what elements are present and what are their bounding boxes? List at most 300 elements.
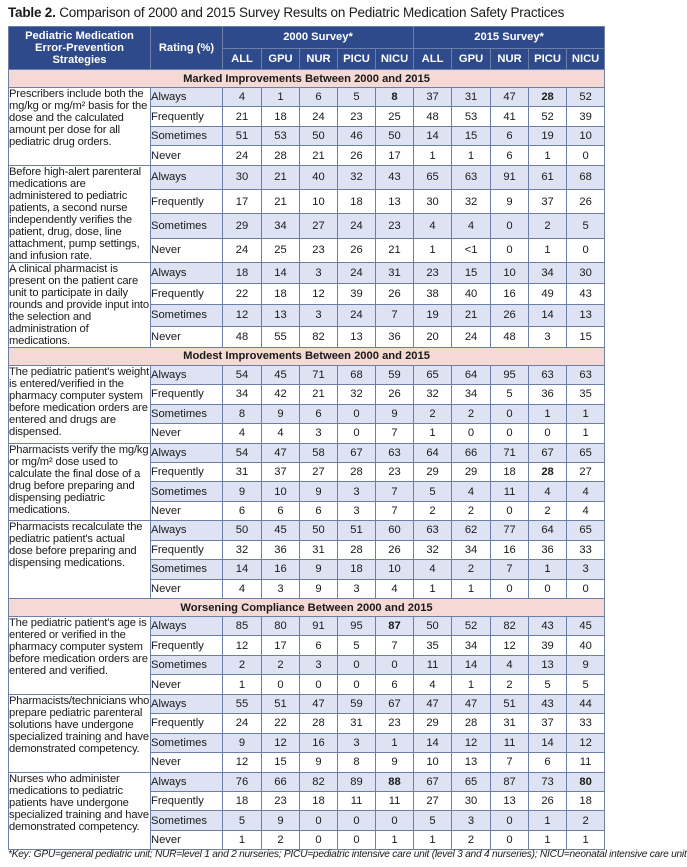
value-2015-gpu: 12 [452,733,491,752]
value-2000-nur: 58 [300,443,338,462]
value-2000-nur: 47 [300,694,338,713]
value-2015-nicu: 3 [567,560,605,579]
value-2000-nicu: 23 [376,462,414,481]
value-2000-all: 18 [223,791,262,810]
value-2015-nicu: 13 [567,305,605,326]
value-2000-gpu: 42 [262,385,300,404]
value-2000-all: 55 [223,694,262,713]
value-2015-nur: 10 [491,262,529,283]
value-2015-gpu: 24 [452,326,491,347]
value-2000-gpu: 3 [262,579,300,598]
value-2000-nur: 10 [300,190,338,214]
value-2000-nicu: 6 [376,675,414,694]
rating-label: Sometimes [151,404,223,423]
rating-label: Sometimes [151,560,223,579]
value-2015-nur: 48 [491,326,529,347]
value-2015-gpu: 34 [452,636,491,655]
value-2015-all: 20 [414,326,452,347]
value-2000-gpu: 12 [262,733,300,752]
value-2015-picu: 34 [529,262,567,283]
value-2015-all: 50 [414,617,452,636]
value-2015-nur: 47 [491,88,529,107]
value-2015-picu: 28 [529,462,567,481]
value-2000-nur: 0 [300,811,338,830]
strategy-description: Prescribers include both the mg/kg or mg/m² basis for the dose and the calculated amount per dose for all pediatric drug orders. [9,88,151,166]
value-2015-nur: 0 [491,404,529,423]
value-2015-nur: 4 [491,655,529,674]
value-2000-picu: 0 [338,404,376,423]
value-2015-nicu: 30 [567,262,605,283]
value-2000-nicu: 50 [376,126,414,145]
value-2015-all: 32 [414,540,452,559]
unit-header-2015-picu: PICU [529,48,567,70]
value-2015-all: 29 [414,714,452,733]
value-2000-gpu: 51 [262,694,300,713]
value-2000-gpu: 16 [262,560,300,579]
value-2015-picu: 1 [529,146,567,165]
value-2015-picu: 39 [529,636,567,655]
value-2000-picu: 0 [338,830,376,849]
value-2000-picu: 3 [338,482,376,501]
value-2000-nur: 82 [300,326,338,347]
strategy-description: The pediatric patient's age is entered or verified in the pharmacy computer system before medication orders are entered and verified. [9,617,151,695]
value-2000-nur: 3 [300,262,338,283]
value-2015-nur: 77 [491,521,529,540]
value-2000-all: 48 [223,326,262,347]
value-2000-gpu: 21 [262,190,300,214]
rating-label: Frequently [151,636,223,655]
value-2000-nicu: 25 [376,107,414,126]
value-2015-picu: 2 [529,501,567,520]
value-2000-picu: 23 [338,107,376,126]
value-2015-all: 10 [414,753,452,772]
value-2015-gpu: 63 [452,165,491,189]
value-2015-picu: 37 [529,190,567,214]
rating-label: Always [151,617,223,636]
value-2015-all: 5 [414,811,452,830]
value-2015-nur: 0 [491,830,529,849]
value-2015-gpu: 64 [452,365,491,384]
rating-label: Never [151,501,223,520]
table-row [9,165,605,189]
value-2015-nur: 5 [491,385,529,404]
value-2000-nicu: 60 [376,521,414,540]
value-2000-nur: 31 [300,540,338,559]
value-2000-picu: 3 [338,733,376,752]
value-2015-nicu: 2 [567,811,605,830]
value-2015-gpu: 28 [452,714,491,733]
value-2015-nicu: 65 [567,521,605,540]
rating-label: Sometimes [151,305,223,326]
rating-label: Frequently [151,714,223,733]
section-title: Modest Improvements Between 2000 and 2015 [9,347,605,365]
value-2000-gpu: 9 [262,404,300,423]
value-2015-gpu: 2 [452,501,491,520]
rating-label: Always [151,165,223,189]
value-2015-gpu: 15 [452,126,491,145]
rating-label: Always [151,88,223,107]
value-2015-nur: 87 [491,772,529,791]
value-2000-all: 31 [223,462,262,481]
section-title: Marked Improvements Between 2000 and 2015 [9,70,605,88]
value-2015-nur: 0 [491,424,529,443]
value-2000-all: 12 [223,753,262,772]
value-2000-all: 24 [223,714,262,733]
value-2015-all: 1 [414,146,452,165]
value-2000-all: 34 [223,385,262,404]
value-2000-all: 17 [223,190,262,214]
rating-label: Sometimes [151,655,223,674]
rating-label: Frequently [151,107,223,126]
value-2000-nicu: 21 [376,238,414,262]
value-2015-all: 4 [414,214,452,238]
value-2015-nicu: 68 [567,165,605,189]
value-2000-nur: 12 [300,284,338,305]
value-2000-gpu: 17 [262,636,300,655]
strategy-description: Before high-alert parenteral medications are administered to pediatric patients, a second nurse independently verifies the patient, drug, dose, line attachment, pump settings, and infusion rate. [9,165,151,262]
value-2000-gpu: 28 [262,146,300,165]
value-2000-all: 29 [223,214,262,238]
value-2015-all: 5 [414,482,452,501]
value-2000-picu: 89 [338,772,376,791]
rating-label: Never [151,238,223,262]
value-2015-picu: 73 [529,772,567,791]
value-2000-nicu: 23 [376,714,414,733]
value-2000-gpu: 2 [262,655,300,674]
strategy-description: The pediatric patient's weight is entered/verified in the pharmacy computer system before medication orders are entered and drugs are dispensed. [9,365,151,443]
value-2015-all: 2 [414,404,452,423]
rating-label: Frequently [151,190,223,214]
value-2015-nicu: 33 [567,540,605,559]
rating-label: Frequently [151,385,223,404]
value-2000-picu: 18 [338,560,376,579]
value-2015-gpu: <1 [452,238,491,262]
value-2015-all: 2 [414,501,452,520]
value-2000-all: 4 [223,424,262,443]
value-2015-nur: 0 [491,214,529,238]
value-2000-nicu: 43 [376,165,414,189]
value-2000-nur: 50 [300,521,338,540]
value-2000-gpu: 53 [262,126,300,145]
value-2000-picu: 11 [338,791,376,810]
value-2015-gpu: 65 [452,772,491,791]
value-2000-all: 50 [223,521,262,540]
value-2015-nicu: 26 [567,190,605,214]
value-2000-nur: 40 [300,165,338,189]
value-2015-picu: 14 [529,733,567,752]
value-2000-nur: 3 [300,655,338,674]
rating-label: Always [151,521,223,540]
value-2015-gpu: 2 [452,830,491,849]
value-2000-picu: 28 [338,462,376,481]
value-2015-nur: 12 [491,636,529,655]
strategy-description: A clinical pharmacist is present on the patient care unit to participate in daily rounds and provide input into the selection and administration of medications. [9,262,149,347]
value-2015-picu: 26 [529,791,567,810]
value-2015-gpu: 47 [452,694,491,713]
value-2000-gpu: 10 [262,482,300,501]
table-row [9,365,605,384]
value-2000-picu: 13 [338,326,376,347]
value-2015-nur: 6 [491,146,529,165]
value-2000-all: 8 [223,404,262,423]
value-2000-all: 12 [223,636,262,655]
value-2015-gpu: 1 [452,146,491,165]
value-2015-nur: 82 [491,617,529,636]
value-2000-picu: 3 [338,579,376,598]
value-2015-nicu: 33 [567,714,605,733]
comparison-table [8,26,605,850]
value-2000-gpu: 80 [262,617,300,636]
value-2015-gpu: 30 [452,791,491,810]
value-2015-nur: 0 [491,501,529,520]
value-2015-gpu: 40 [452,284,491,305]
value-2000-gpu: 23 [262,791,300,810]
value-2015-nicu: 45 [567,617,605,636]
value-2000-nicu: 7 [376,501,414,520]
value-2015-all: 37 [414,88,452,107]
value-2000-all: 51 [223,126,262,145]
value-2015-picu: 1 [529,830,567,849]
value-2015-nicu: 1 [567,424,605,443]
value-2000-picu: 26 [338,238,376,262]
value-2015-picu: 43 [529,617,567,636]
value-2015-nicu: 44 [567,694,605,713]
value-2000-nicu: 63 [376,443,414,462]
value-2015-gpu: 66 [452,443,491,462]
value-2015-nicu: 43 [567,284,605,305]
table-row [9,772,605,791]
value-2000-nur: 21 [300,146,338,165]
value-2000-picu: 24 [338,262,376,283]
value-2015-nur: 16 [491,284,529,305]
value-2015-nur: 0 [491,811,529,830]
value-2000-all: 85 [223,617,262,636]
value-2000-nur: 6 [300,88,338,107]
value-2015-nur: 18 [491,462,529,481]
value-2000-nicu: 10 [376,560,414,579]
value-2015-nur: 6 [491,126,529,145]
table-row [9,262,605,283]
value-2015-gpu: 1 [452,579,491,598]
value-2015-nicu: 9 [567,655,605,674]
value-2015-nicu: 18 [567,791,605,810]
value-2000-nur: 9 [300,560,338,579]
value-2000-picu: 32 [338,165,376,189]
value-2015-picu: 52 [529,107,567,126]
value-2015-nur: 2 [491,675,529,694]
value-2015-nur: 51 [491,694,529,713]
value-2000-gpu: 22 [262,714,300,733]
value-2000-nur: 0 [300,830,338,849]
value-2015-nur: 91 [491,165,529,189]
value-2015-gpu: 4 [452,214,491,238]
value-2000-all: 24 [223,238,262,262]
value-2000-gpu: 6 [262,501,300,520]
value-2015-all: 63 [414,521,452,540]
table-row [9,694,605,713]
value-2000-gpu: 15 [262,753,300,772]
value-2000-nur: 6 [300,501,338,520]
rating-label: Sometimes [151,482,223,501]
value-2015-nur: 41 [491,107,529,126]
value-2015-gpu: 2 [452,560,491,579]
value-2000-nur: 27 [300,462,338,481]
value-2015-picu: 5 [529,675,567,694]
value-2015-nicu: 12 [567,733,605,752]
value-2000-gpu: 37 [262,462,300,481]
rating-label: Always [151,694,223,713]
value-2000-picu: 46 [338,126,376,145]
value-2000-gpu: 55 [262,326,300,347]
value-2000-picu: 68 [338,365,376,384]
value-2000-all: 1 [223,830,262,849]
value-2015-picu: 36 [529,540,567,559]
value-2000-picu: 8 [338,753,376,772]
value-2015-picu: 61 [529,165,567,189]
value-2015-picu: 63 [529,365,567,384]
value-2015-picu: 67 [529,443,567,462]
unit-header-2000-gpu: GPU [262,48,300,70]
value-2000-nur: 27 [300,214,338,238]
value-2015-picu: 1 [529,238,567,262]
rating-label: Never [151,579,223,598]
value-2000-nur: 50 [300,126,338,145]
value-2015-picu: 28 [529,88,567,107]
value-2015-all: 47 [414,694,452,713]
unit-header-2015-all: ALL [414,48,452,70]
value-2000-all: 2 [223,655,262,674]
value-2015-all: 38 [414,284,452,305]
value-2000-picu: 67 [338,443,376,462]
rating-label: Always [151,365,223,384]
strategy-description: Pharmacists/technicians who prepare pediatric parenteral solutions have undergone specialized training and have demonstrated competency. [9,694,151,772]
value-2015-picu: 4 [529,482,567,501]
value-2000-picu: 24 [338,214,376,238]
table-row [9,443,605,462]
value-2015-picu: 0 [529,424,567,443]
value-2000-all: 5 [223,811,262,830]
value-2000-gpu: 45 [262,521,300,540]
value-2015-nicu: 10 [567,126,605,145]
value-2015-gpu: 34 [452,540,491,559]
value-2015-picu: 36 [529,385,567,404]
value-2000-nur: 3 [300,305,338,326]
value-2015-all: 67 [414,772,452,791]
value-2000-all: 22 [223,284,262,305]
value-2015-nicu: 27 [567,462,605,481]
value-2015-picu: 1 [529,560,567,579]
value-2000-gpu: 9 [262,811,300,830]
value-2000-gpu: 1 [262,88,300,107]
value-2000-nur: 9 [300,753,338,772]
value-2000-nicu: 23 [376,214,414,238]
value-2000-picu: 32 [338,385,376,404]
value-2015-all: 23 [414,262,452,283]
rating-label: Sometimes [151,214,223,238]
value-2000-all: 9 [223,733,262,752]
value-2015-all: 4 [414,675,452,694]
value-2015-nicu: 1 [567,830,605,849]
value-2000-nicu: 26 [376,284,414,305]
value-2015-all: 19 [414,305,452,326]
value-2015-gpu: 13 [452,753,491,772]
value-2000-gpu: 18 [262,284,300,305]
value-2000-picu: 28 [338,540,376,559]
value-2015-gpu: 34 [452,385,491,404]
value-2015-nur: 13 [491,791,529,810]
strategy-description: Pharmacists recalculate the pediatric patient's actual dose before preparing and dispensing medications. [9,521,151,599]
value-2015-nicu: 52 [567,88,605,107]
value-2015-nur: 71 [491,443,529,462]
value-2015-all: 65 [414,365,452,384]
value-2000-gpu: 18 [262,107,300,126]
value-2015-gpu: 2 [452,404,491,423]
value-2015-all: 29 [414,462,452,481]
value-2015-gpu: 32 [452,190,491,214]
value-2015-nicu: 5 [567,214,605,238]
value-2000-nur: 3 [300,424,338,443]
value-2000-picu: 95 [338,617,376,636]
value-2015-nur: 0 [491,238,529,262]
value-2015-all: 32 [414,385,452,404]
rating-label: Never [151,753,223,772]
value-2000-nur: 91 [300,617,338,636]
value-2000-gpu: 66 [262,772,300,791]
value-2000-nicu: 11 [376,791,414,810]
value-2000-nicu: 1 [376,733,414,752]
value-2000-nicu: 9 [376,404,414,423]
unit-header-2015-gpu: GPU [452,48,491,70]
rating-label: Never [151,830,223,849]
value-2015-nicu: 4 [567,501,605,520]
rating-label: Frequently [151,462,223,481]
value-2000-nicu: 7 [376,482,414,501]
value-2015-nicu: 39 [567,107,605,126]
value-2000-nur: 0 [300,675,338,694]
value-2000-nicu: 0 [376,811,414,830]
value-2000-all: 30 [223,165,262,189]
value-2000-nicu: 7 [376,424,414,443]
value-2000-nicu: 9 [376,753,414,772]
value-2015-gpu: 0 [452,424,491,443]
value-2000-nicu: 17 [376,146,414,165]
value-2015-all: 14 [414,126,452,145]
value-2015-nur: 11 [491,733,529,752]
value-2015-all: 64 [414,443,452,462]
rating-label: Never [151,424,223,443]
value-2000-picu: 51 [338,521,376,540]
table-row [9,88,605,107]
value-2000-nicu: 31 [376,262,414,283]
value-2015-gpu: 53 [452,107,491,126]
value-2015-nicu: 35 [567,385,605,404]
value-2015-nicu: 40 [567,636,605,655]
table-title-label: Table 2. [8,5,56,20]
value-2000-picu: 0 [338,655,376,674]
value-2000-nur: 23 [300,238,338,262]
value-2000-all: 76 [223,772,262,791]
value-2000-gpu: 21 [262,165,300,189]
value-2015-nur: 31 [491,714,529,733]
value-2000-picu: 0 [338,424,376,443]
unit-header-2000-nur: NUR [300,48,338,70]
value-2015-gpu: 1 [452,675,491,694]
value-2015-all: 48 [414,107,452,126]
value-2000-nicu: 4 [376,579,414,598]
value-2015-gpu: 31 [452,88,491,107]
value-2015-all: 1 [414,238,452,262]
unit-header-2000-all: ALL [223,48,262,70]
